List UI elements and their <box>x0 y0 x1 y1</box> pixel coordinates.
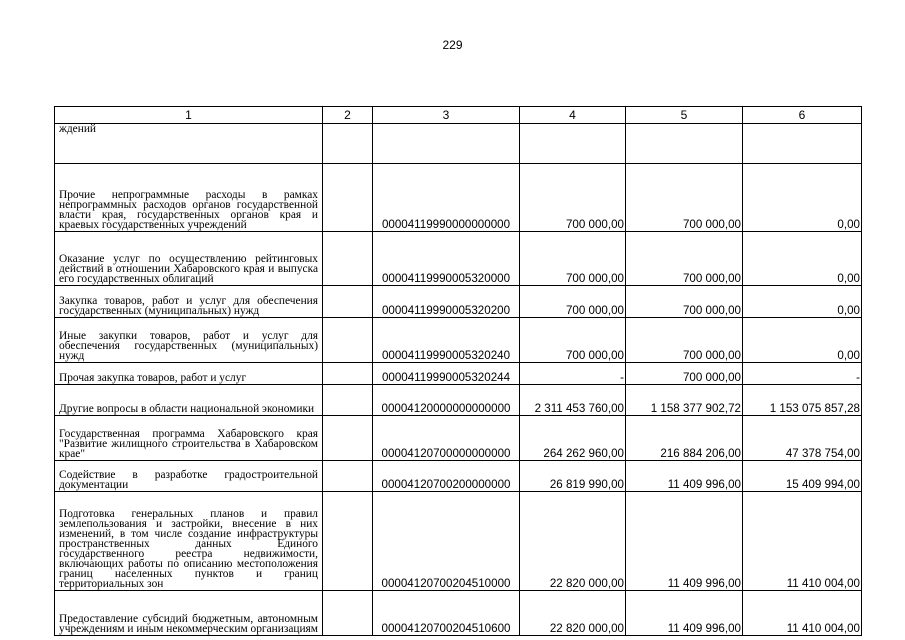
row-code-cell: 00004120700204510000 <box>373 492 520 591</box>
row-col2-cell <box>323 318 373 363</box>
row-value-col5: 216 884 206,00 <box>626 416 743 461</box>
page-number: 229 <box>442 38 463 52</box>
column-header: 1 <box>55 107 323 124</box>
row-value-col4: 700 000,00 <box>520 164 626 232</box>
row-name-cell: Другие вопросы в области национальной экономики <box>55 385 323 416</box>
table-row <box>55 416 862 461</box>
row-value-col6: 0,00 <box>743 318 862 363</box>
column-header: 3 <box>373 107 520 124</box>
table-row <box>55 591 862 636</box>
row-value-col4: 22 820 000,00 <box>520 492 626 591</box>
row-code-cell: 00004120000000000000 <box>373 385 520 416</box>
row-name-cell: ждений <box>55 124 323 164</box>
row-value-col4: 700 000,00 <box>520 286 626 318</box>
row-value-col6: 47 378 754,00 <box>743 416 862 461</box>
row-name-cell: Оказание услуг по осуществлению рейтинговых действий в отношении Хабаровского края и выпуска его государственных облигаций <box>55 232 323 286</box>
row-code-cell: 00004119990005320200 <box>373 286 520 318</box>
row-col2-cell <box>323 286 373 318</box>
row-name-cell: Закупка товаров, работ и услуг для обеспечения государственных (муниципальных) нужд <box>55 286 323 318</box>
row-col2-cell <box>323 164 373 232</box>
row-value-col5: 700 000,00 <box>626 286 743 318</box>
row-value-col5: 11 409 996,00 <box>626 492 743 591</box>
table-row <box>55 124 862 164</box>
row-value-col4: - <box>520 363 626 385</box>
row-value-col4: 2 311 453 760,00 <box>520 385 626 416</box>
row-value-col4: 700 000,00 <box>520 232 626 286</box>
row-value-col4: 700 000,00 <box>520 318 626 363</box>
row-name-cell: Прочие непрограммные расходы в рамках непрограммных расходов органов государственной власти края, государственных органов края и краевых государственных учреждений <box>55 164 323 232</box>
table-row <box>55 385 862 416</box>
row-value-col5: 700 000,00 <box>626 363 743 385</box>
row-code-cell <box>373 124 520 164</box>
row-col2-cell <box>323 385 373 416</box>
row-code-cell: 00004119990005320244 <box>373 363 520 385</box>
column-header: 2 <box>323 107 373 124</box>
row-col2-cell <box>323 416 373 461</box>
row-value-col5: 1 158 377 902,72 <box>626 385 743 416</box>
row-code-cell: 00004119990005320240 <box>373 318 520 363</box>
row-value-col6: - <box>743 363 862 385</box>
row-value-col6: 11 410 004,00 <box>743 492 862 591</box>
row-value-col5: 700 000,00 <box>626 164 743 232</box>
row-value-col6 <box>743 124 862 164</box>
table-row <box>55 492 862 591</box>
row-code-cell: 00004120700200000000 <box>373 461 520 492</box>
row-name-cell: Иные закупки товаров, работ и услуг для обеспечения государственных (муниципальных) нужд <box>55 318 323 363</box>
column-header: 5 <box>626 107 743 124</box>
row-name-cell: Государственная программа Хабаровского края "Развитие жилищного строительства в Хабаровском крае" <box>55 416 323 461</box>
row-value-col5 <box>626 124 743 164</box>
row-code-cell: 00004120700000000000 <box>373 416 520 461</box>
row-value-col4: 22 820 000,00 <box>520 591 626 636</box>
row-col2-cell <box>323 124 373 164</box>
row-name-cell: Прочая закупка товаров, работ и услуг <box>55 363 323 385</box>
table-row <box>55 363 862 385</box>
table-row <box>55 461 862 492</box>
row-value-col4 <box>520 124 626 164</box>
row-code-cell: 00004119990000000000 <box>373 164 520 232</box>
row-name-cell: Содействие в разработке градостроительной документации <box>55 461 323 492</box>
row-value-col4: 26 819 990,00 <box>520 461 626 492</box>
row-value-col5: 700 000,00 <box>626 232 743 286</box>
row-col2-cell <box>323 461 373 492</box>
column-header: 4 <box>520 107 626 124</box>
table-row <box>55 164 862 232</box>
table-row <box>55 318 862 363</box>
row-value-col6: 1 153 075 857,28 <box>743 385 862 416</box>
row-col2-cell <box>323 363 373 385</box>
row-value-col6: 0,00 <box>743 286 862 318</box>
row-value-col6: 11 410 004,00 <box>743 591 862 636</box>
row-name-cell: Подготовка генеральных планов и правил землепользования и застройки, внесение в них изменений, в том числе создание инфраструктуры пространственных данных Единого государственного реестра недвижимости, включающих работы по описанию местоположения границ населенных пунктов и границ территориальных зон <box>55 492 323 591</box>
row-code-cell: 00004119990005320000 <box>373 232 520 286</box>
row-value-col6: 0,00 <box>743 232 862 286</box>
row-col2-cell <box>323 591 373 636</box>
budget-table <box>54 106 862 636</box>
table-header-row <box>55 107 862 124</box>
row-col2-cell <box>323 492 373 591</box>
table-row <box>55 232 862 286</box>
column-header: 6 <box>743 107 862 124</box>
row-name-cell: Предоставление субсидий бюджетным, автономным учреждениям и иным некоммерческим организациям <box>55 591 323 636</box>
row-value-col6: 0,00 <box>743 164 862 232</box>
row-code-cell: 00004120700204510600 <box>373 591 520 636</box>
row-value-col5: 11 409 996,00 <box>626 461 743 492</box>
row-value-col6: 15 409 994,00 <box>743 461 862 492</box>
table-row <box>55 286 862 318</box>
row-value-col5: 700 000,00 <box>626 318 743 363</box>
row-value-col5: 11 409 996,00 <box>626 591 743 636</box>
row-value-col4: 264 262 960,00 <box>520 416 626 461</box>
row-col2-cell <box>323 232 373 286</box>
